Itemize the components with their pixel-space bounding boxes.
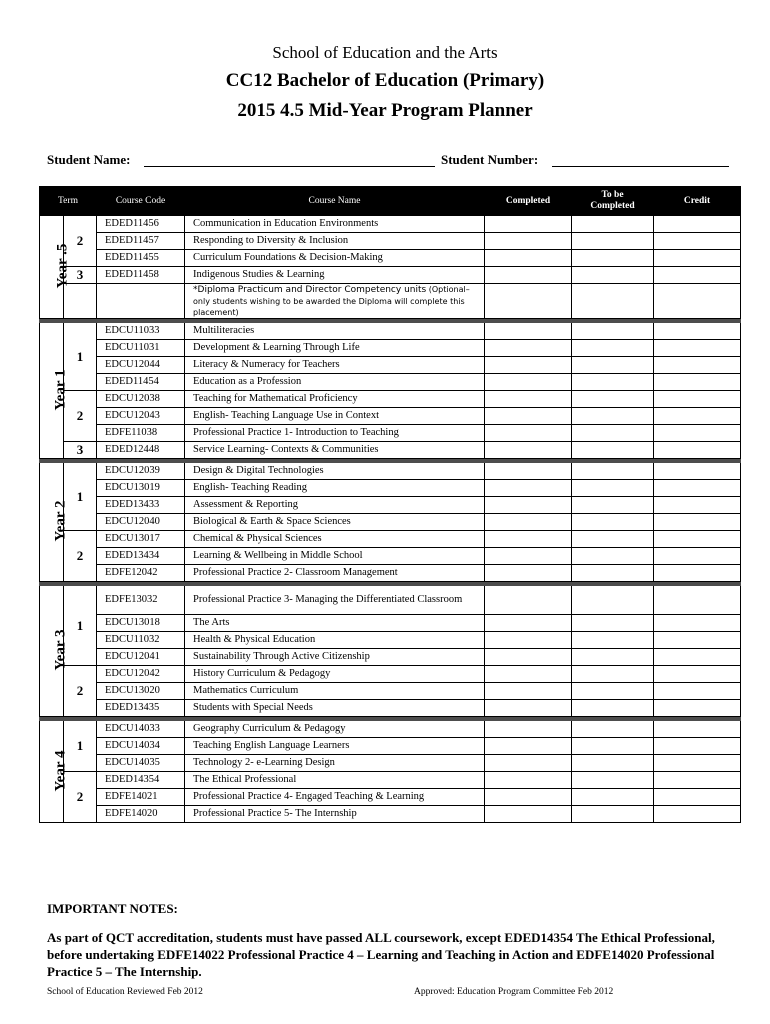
to-be-completed-cell[interactable]	[572, 789, 654, 806]
completed-cell[interactable]	[485, 531, 572, 548]
important-notes-body: As part of QCT accreditation, students must have passed ALL coursework, except EDED14354 The Ethical Professional, before undertaking EDFE14022 Professional Practice 4 – Learning and Teaching in Action and EDFE14020 Professional Practice 5 – The Internship.	[47, 930, 715, 979]
completed-cell[interactable]	[485, 284, 572, 319]
table-row	[40, 514, 741, 531]
important-notes-heading: IMPORTANT NOTES:	[47, 901, 178, 916]
course-name: Professional Practice 3- Managing the Differentiated Classroom	[185, 586, 485, 615]
credit-cell[interactable]	[654, 216, 741, 233]
table-row	[40, 497, 741, 514]
completed-cell[interactable]	[485, 721, 572, 738]
to-be-completed-cell[interactable]	[572, 340, 654, 357]
to-be-completed-cell[interactable]	[572, 425, 654, 442]
term-number	[64, 284, 97, 319]
credit-cell[interactable]	[654, 284, 741, 319]
to-be-completed-cell[interactable]	[572, 683, 654, 700]
credit-cell[interactable]	[654, 789, 741, 806]
credit-cell[interactable]	[654, 514, 741, 531]
course-code: EDFE11038	[97, 425, 185, 442]
completed-cell[interactable]	[485, 374, 572, 391]
term-number: 2	[64, 391, 97, 442]
year-label	[40, 586, 69, 717]
credit-cell[interactable]	[654, 666, 741, 683]
table-row	[40, 755, 741, 772]
completed-cell[interactable]	[485, 323, 572, 340]
course-code: EDED13435	[97, 700, 185, 717]
course-code	[97, 284, 185, 319]
table-row	[40, 586, 741, 615]
course-code: EDCU13018	[97, 615, 185, 632]
table-row	[40, 480, 741, 497]
completed-cell[interactable]	[485, 267, 572, 284]
table-row	[40, 565, 741, 582]
term-number: 2	[64, 531, 97, 582]
credit-cell[interactable]	[654, 340, 741, 357]
completed-cell[interactable]	[485, 497, 572, 514]
completed-cell[interactable]	[485, 683, 572, 700]
table-row	[40, 408, 741, 425]
credit-cell[interactable]	[654, 632, 741, 649]
table-row	[40, 649, 741, 666]
to-be-completed-cell[interactable]	[572, 548, 654, 565]
year-label	[40, 721, 69, 823]
table-row	[40, 233, 741, 250]
table-row	[40, 425, 741, 442]
to-be-completed-cell[interactable]	[572, 480, 654, 497]
course-code: EDFE12042	[97, 565, 185, 582]
term-number: 1	[64, 586, 97, 666]
course-name: Professional Practice 5- The Internship	[185, 806, 485, 823]
diploma-note-detail: only students wishing to be awarded the Diploma will complete this placement)	[193, 297, 465, 317]
credit-cell[interactable]	[654, 531, 741, 548]
completed-cell[interactable]	[485, 666, 572, 683]
course-code: EDED13434	[97, 548, 185, 565]
credit-cell[interactable]	[654, 391, 741, 408]
completed-cell[interactable]	[485, 425, 572, 442]
to-be-completed-cell[interactable]	[572, 250, 654, 267]
course-code: EDCU12041	[97, 649, 185, 666]
completed-cell[interactable]	[485, 233, 572, 250]
header-credit: Credit	[654, 187, 741, 216]
course-code: EDFE13032	[97, 586, 185, 615]
program-title: CC12 Bachelor of Education (Primary)	[225, 70, 545, 91]
course-code: EDCU12042	[97, 666, 185, 683]
course-name: History Curriculum & Pedagogy	[185, 666, 485, 683]
credit-cell[interactable]	[654, 425, 741, 442]
diploma-note-main: *Diploma Practicum and Director Competency units	[193, 285, 427, 295]
term-number: 2	[64, 216, 97, 267]
term-number: 3	[64, 267, 97, 284]
completed-cell[interactable]	[485, 738, 572, 755]
table-row	[40, 463, 741, 480]
course-code: EDCU13017	[97, 531, 185, 548]
course-code: EDCU12043	[97, 408, 185, 425]
table-row	[40, 772, 741, 789]
course-name: Literacy & Numeracy for Teachers	[185, 357, 485, 374]
course-code: EDCU12040	[97, 514, 185, 531]
course-name: Professional Practice 4- Engaged Teaching & Learning	[185, 789, 485, 806]
course-name: Chemical & Physical Sciences	[185, 531, 485, 548]
to-be-completed-cell[interactable]	[572, 463, 654, 480]
completed-cell[interactable]	[485, 789, 572, 806]
to-be-completed-cell[interactable]	[572, 772, 654, 789]
to-be-completed-cell[interactable]	[572, 806, 654, 823]
term-number: 3	[64, 442, 97, 459]
credit-cell[interactable]	[654, 357, 741, 374]
table-row	[40, 531, 741, 548]
course-code: EDED14354	[97, 772, 185, 789]
to-be-completed-cell[interactable]	[572, 357, 654, 374]
completed-cell[interactable]	[485, 216, 572, 233]
table-row	[40, 683, 741, 700]
year-label-text: Year 3	[52, 629, 69, 671]
course-name: Students with Special Needs	[185, 700, 485, 717]
completed-cell[interactable]	[485, 632, 572, 649]
table-row	[40, 250, 741, 267]
diploma-note-optional: (Optional–	[428, 285, 470, 294]
table-row	[40, 721, 741, 738]
completed-cell[interactable]	[485, 480, 572, 497]
to-be-completed-cell[interactable]	[572, 632, 654, 649]
course-code: EDCU14035	[97, 755, 185, 772]
course-name: English- Teaching Reading	[185, 480, 485, 497]
course-name: Biological & Earth & Space Sciences	[185, 514, 485, 531]
table-row	[40, 632, 741, 649]
to-be-completed-cell[interactable]	[572, 755, 654, 772]
to-be-completed-cell[interactable]	[572, 531, 654, 548]
course-code: EDFE14020	[97, 806, 185, 823]
term-number: 1	[64, 463, 97, 531]
header-course-name: Course Name	[185, 187, 485, 216]
year-label-text: Year 2	[52, 500, 69, 542]
completed-cell[interactable]	[485, 463, 572, 480]
to-be-completed-cell[interactable]	[572, 408, 654, 425]
to-be-completed-cell[interactable]	[572, 514, 654, 531]
to-be-completed-cell[interactable]	[572, 374, 654, 391]
table-row	[40, 548, 741, 565]
course-name: Curriculum Foundations & Decision-Making	[185, 250, 485, 267]
table-row	[40, 442, 741, 459]
course-code: EDED13433	[97, 497, 185, 514]
student-name-label: Student Name:	[47, 152, 131, 167]
table-row	[40, 340, 741, 357]
completed-cell[interactable]	[485, 408, 572, 425]
student-name-field[interactable]	[144, 166, 435, 167]
year-label	[40, 463, 69, 582]
diploma-note	[185, 284, 485, 319]
table-row	[40, 666, 741, 683]
course-name: Geography Curriculum & Pedagogy	[185, 721, 485, 738]
course-code: EDCU11032	[97, 632, 185, 649]
completed-cell[interactable]	[485, 357, 572, 374]
footer-reviewed: School of Education Reviewed Feb 2012	[47, 987, 203, 997]
completed-cell[interactable]	[485, 514, 572, 531]
course-name: Teaching for Mathematical Proficiency	[185, 391, 485, 408]
credit-cell[interactable]	[654, 565, 741, 582]
completed-cell[interactable]	[485, 391, 572, 408]
school-name: School of Education and the Arts	[272, 43, 498, 62]
header-term: Term	[40, 187, 97, 216]
course-name: Education as a Profession	[185, 374, 485, 391]
table-header-row	[40, 187, 741, 216]
program-table	[39, 186, 741, 823]
term-number: 2	[64, 772, 97, 823]
to-be-completed-cell[interactable]	[572, 721, 654, 738]
table-row	[40, 738, 741, 755]
credit-cell[interactable]	[654, 683, 741, 700]
to-be-completed-cell[interactable]	[572, 738, 654, 755]
to-be-completed-cell[interactable]	[572, 497, 654, 514]
credit-cell[interactable]	[654, 721, 741, 738]
to-be-completed-cell[interactable]	[572, 615, 654, 632]
term-number: 1	[64, 323, 97, 391]
course-code: EDED12448	[97, 442, 185, 459]
course-code: EDCU12038	[97, 391, 185, 408]
credit-cell[interactable]	[654, 738, 741, 755]
course-name: The Arts	[185, 615, 485, 632]
course-name: Teaching English Language Learners	[185, 738, 485, 755]
table-row	[40, 789, 741, 806]
completed-cell[interactable]	[485, 548, 572, 565]
to-be-completed-cell[interactable]	[572, 323, 654, 340]
table-row	[40, 284, 741, 319]
course-code: EDCU14034	[97, 738, 185, 755]
term-number: 2	[64, 666, 97, 717]
course-code: EDED11457	[97, 233, 185, 250]
credit-cell[interactable]	[654, 548, 741, 565]
term-number: 1	[64, 721, 97, 772]
to-be-completed-cell[interactable]	[572, 586, 654, 615]
completed-cell[interactable]	[485, 565, 572, 582]
table-row	[40, 374, 741, 391]
table-row	[40, 806, 741, 823]
course-name: Development & Learning Through Life	[185, 340, 485, 357]
course-name: English- Teaching Language Use in Context	[185, 408, 485, 425]
table-row	[40, 267, 741, 284]
table-row	[40, 391, 741, 408]
course-name: Professional Practice 2- Classroom Management	[185, 565, 485, 582]
student-number-label: Student Number:	[441, 152, 539, 167]
to-be-completed-cell[interactable]	[572, 267, 654, 284]
header-course-code: Course Code	[97, 187, 185, 216]
course-code: EDCU11033	[97, 323, 185, 340]
completed-cell[interactable]	[485, 772, 572, 789]
to-be-completed-cell[interactable]	[572, 442, 654, 459]
table-row	[40, 323, 741, 340]
course-code: EDCU13020	[97, 683, 185, 700]
course-name: Indigenous Studies & Learning	[185, 267, 485, 284]
credit-cell[interactable]	[654, 463, 741, 480]
year-label-text: Year 4	[52, 750, 69, 791]
course-name: Learning & Wellbeing in Middle School	[185, 548, 485, 565]
to-be-completed-cell[interactable]	[572, 700, 654, 717]
course-code: EDED11456	[97, 216, 185, 233]
table-row	[40, 700, 741, 717]
course-code: EDCU14033	[97, 721, 185, 738]
course-code: EDCU12044	[97, 357, 185, 374]
to-be-completed-cell[interactable]	[572, 216, 654, 233]
credit-cell[interactable]	[654, 374, 741, 391]
course-name: Multiliteracies	[185, 323, 485, 340]
credit-cell[interactable]	[654, 755, 741, 772]
year-label	[40, 323, 69, 459]
course-name: Service Learning- Contexts & Communities	[185, 442, 485, 459]
year-label-text: Year 1	[52, 369, 69, 410]
course-code: EDED11455	[97, 250, 185, 267]
course-code: EDCU11031	[97, 340, 185, 357]
completed-cell[interactable]	[485, 806, 572, 823]
completed-cell[interactable]	[485, 700, 572, 717]
to-be-completed-cell[interactable]	[572, 391, 654, 408]
course-name: Sustainability Through Active Citizenship	[185, 649, 485, 666]
completed-cell[interactable]	[485, 615, 572, 632]
credit-cell[interactable]	[654, 586, 741, 615]
course-name: Health & Physical Education	[185, 632, 485, 649]
to-be-completed-cell[interactable]	[572, 565, 654, 582]
completed-cell[interactable]	[485, 586, 572, 615]
credit-cell[interactable]	[654, 649, 741, 666]
course-code: EDED11454	[97, 374, 185, 391]
credit-cell[interactable]	[654, 806, 741, 823]
to-be-completed-cell[interactable]	[572, 233, 654, 250]
credit-cell[interactable]	[654, 700, 741, 717]
course-name: Responding to Diversity & Inclusion	[185, 233, 485, 250]
course-name: Professional Practice 1- Introduction to Teaching	[185, 425, 485, 442]
course-code: EDCU13019	[97, 480, 185, 497]
credit-cell[interactable]	[654, 442, 741, 459]
course-name: The Ethical Professional	[185, 772, 485, 789]
course-name: Assessment & Reporting	[185, 497, 485, 514]
course-name: Communication in Education Environments	[185, 216, 485, 233]
course-code: EDFE14021	[97, 789, 185, 806]
year-label	[40, 216, 71, 319]
credit-cell[interactable]	[654, 323, 741, 340]
course-name: Mathematics Curriculum	[185, 683, 485, 700]
course-code: EDED11458	[97, 267, 185, 284]
completed-cell[interactable]	[485, 250, 572, 267]
course-name: Technology 2- e-Learning Design	[185, 755, 485, 772]
credit-cell[interactable]	[654, 233, 741, 250]
student-number-field[interactable]	[552, 166, 729, 167]
completed-cell[interactable]	[485, 340, 572, 357]
header-to-be-completed: To be Completed	[572, 187, 654, 216]
header-completed: Completed	[485, 187, 572, 216]
credit-cell[interactable]	[654, 497, 741, 514]
credit-cell[interactable]	[654, 772, 741, 789]
to-be-completed-cell[interactable]	[572, 284, 654, 319]
completed-cell[interactable]	[485, 442, 572, 459]
credit-cell[interactable]	[654, 267, 741, 284]
credit-cell[interactable]	[654, 250, 741, 267]
completed-cell[interactable]	[485, 755, 572, 772]
table-row	[40, 216, 741, 233]
table-row	[40, 357, 741, 374]
to-be-completed-cell[interactable]	[572, 649, 654, 666]
footer-approved: Approved: Education Program Committee Feb 2012	[414, 987, 614, 997]
year-label-text: Year .5	[54, 243, 71, 289]
table-row	[40, 615, 741, 632]
credit-cell[interactable]	[654, 480, 741, 497]
credit-cell[interactable]	[654, 615, 741, 632]
to-be-completed-cell[interactable]	[572, 666, 654, 683]
course-name: Design & Digital Technologies	[185, 463, 485, 480]
course-code: EDCU12039	[97, 463, 185, 480]
planner-title: 2015 4.5 Mid-Year Program Planner	[237, 100, 533, 121]
completed-cell[interactable]	[485, 649, 572, 666]
credit-cell[interactable]	[654, 408, 741, 425]
